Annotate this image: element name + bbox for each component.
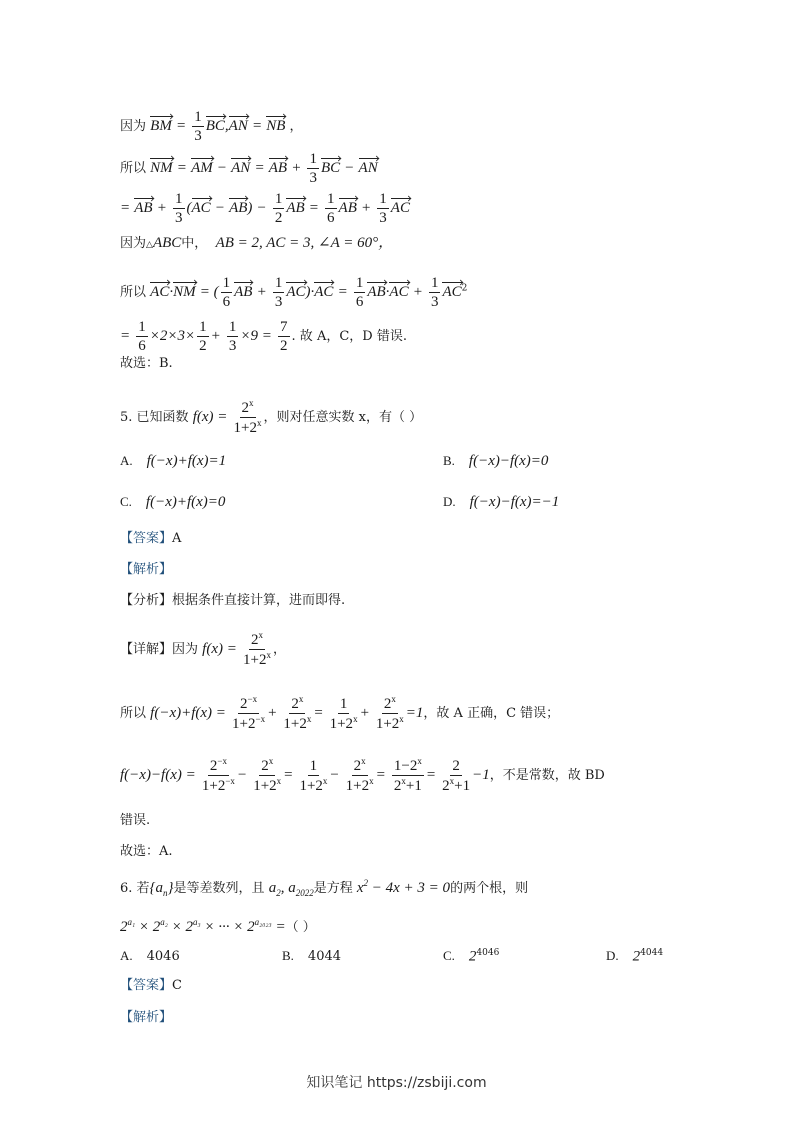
- q5-option-c: C. f(−x)+f(x)=0: [120, 494, 226, 510]
- line-1: 因为 BM = $\frac{1}{3}$ BC,AN = NB ，: [120, 109, 303, 144]
- q6-answer: 【答案】C: [120, 978, 182, 993]
- q5-analysis-tag: 【解析】: [120, 562, 173, 577]
- q6-option-c: C. $2^{4046}$: [443, 948, 500, 965]
- q6-stem: 6. 若$\{a_n\}$是等差数列，且 $a_2$, $a_{2022}$是方程 $x^2 - 4x + 3 = 0$的两个根，则: [120, 878, 529, 898]
- q5-option-b: B. f(−x)−f(x)=0: [443, 453, 549, 469]
- line-7: 故选：B.: [120, 356, 173, 371]
- q5-choose: 故选：A.: [120, 844, 173, 859]
- q5-calc-2-cont: 错误.: [120, 813, 151, 828]
- q6-option-a: A. 4046: [120, 948, 180, 964]
- q5-option-a: A. f(−x)+f(x)=1: [120, 453, 227, 469]
- q5-fenxi: 【分析】根据条件直接计算，进而即得.: [120, 593, 346, 608]
- q6-option-b: B. 4044: [282, 948, 342, 964]
- q5-answer: 【答案】A: [120, 531, 182, 546]
- line-3: = AB + $\frac{1}{3}$ (AC − AB) − $\frac{1}{2}$ AB = $\frac{1}{6}$ AB + $\frac{1}{3}$ AC: [120, 191, 410, 226]
- q6-analysis-tag: 【解析】: [120, 1010, 173, 1025]
- line-6: = $\frac{1}{6}$ ×2×3× $\frac{1}{2}$ + $\frac{1}{3}$ ×9 = $\frac{7}{2}$ . 故 A，C，D 错误.: [120, 319, 407, 354]
- q5-calc-1: 所以 f(−x)+f(x) = $\frac{2^{-x}}{1+2^{-x}}$ + $\frac{2^x}{1+2^x}$ = $\frac{1}{1+2^x}$ + $\frac{2^x}{1+2^x}$ =1，故 A 正确，C 错误；: [120, 694, 560, 732]
- q5-detail: 【详解】因为 f(x) = $\frac{2^x}{1+2^x}$ ，: [120, 630, 286, 668]
- q5-option-d: D. f(−x)−f(x)=−1: [443, 494, 560, 510]
- q6-expr: $2^{a_1} \times 2^{a_2} \times 2^{a_3}$ × ··· × $2^{a_{2023}}$ =（ ）: [120, 917, 316, 935]
- line-2: 所以 NM = AM − AN = AB + $\frac{1}{3}$ BC − AN: [120, 151, 378, 186]
- footer-watermark: 知识笔记 https://zsbiji.com: [306, 1075, 487, 1091]
- q6-option-d: D. $2^{4044}$: [606, 948, 664, 965]
- q5-stem: 5. 已知函数 f(x) = $\frac{2^x}{1+2^x}$ ，则对任意实数 x，有（ ）: [120, 398, 423, 436]
- q5-calc-2: f(−x)−f(x) = $\frac{2^{-x}}{1+2^{-x}}$ − $\frac{2^x}{1+2^x}$ = $\frac{1}{1+2^x}$ − $\frac{2^x}{1+2^x}$ = $\frac{1-2^x}{2^x+1}$ = $\frac{2}{2^x+1}$ −1，不是常数，故 BD: [120, 756, 605, 794]
- line-4: 因为△ABC中， AB = 2, AC = 3, ∠A = 60°，: [120, 235, 394, 251]
- line-5: 所以 AC·NM = ( $\frac{1}{6}$ AB + $\frac{1}{3}$ AC)·AC = $\frac{1}{6}$ AB·AC + $\frac{1}{3}$ $AC^2$: [120, 275, 468, 310]
